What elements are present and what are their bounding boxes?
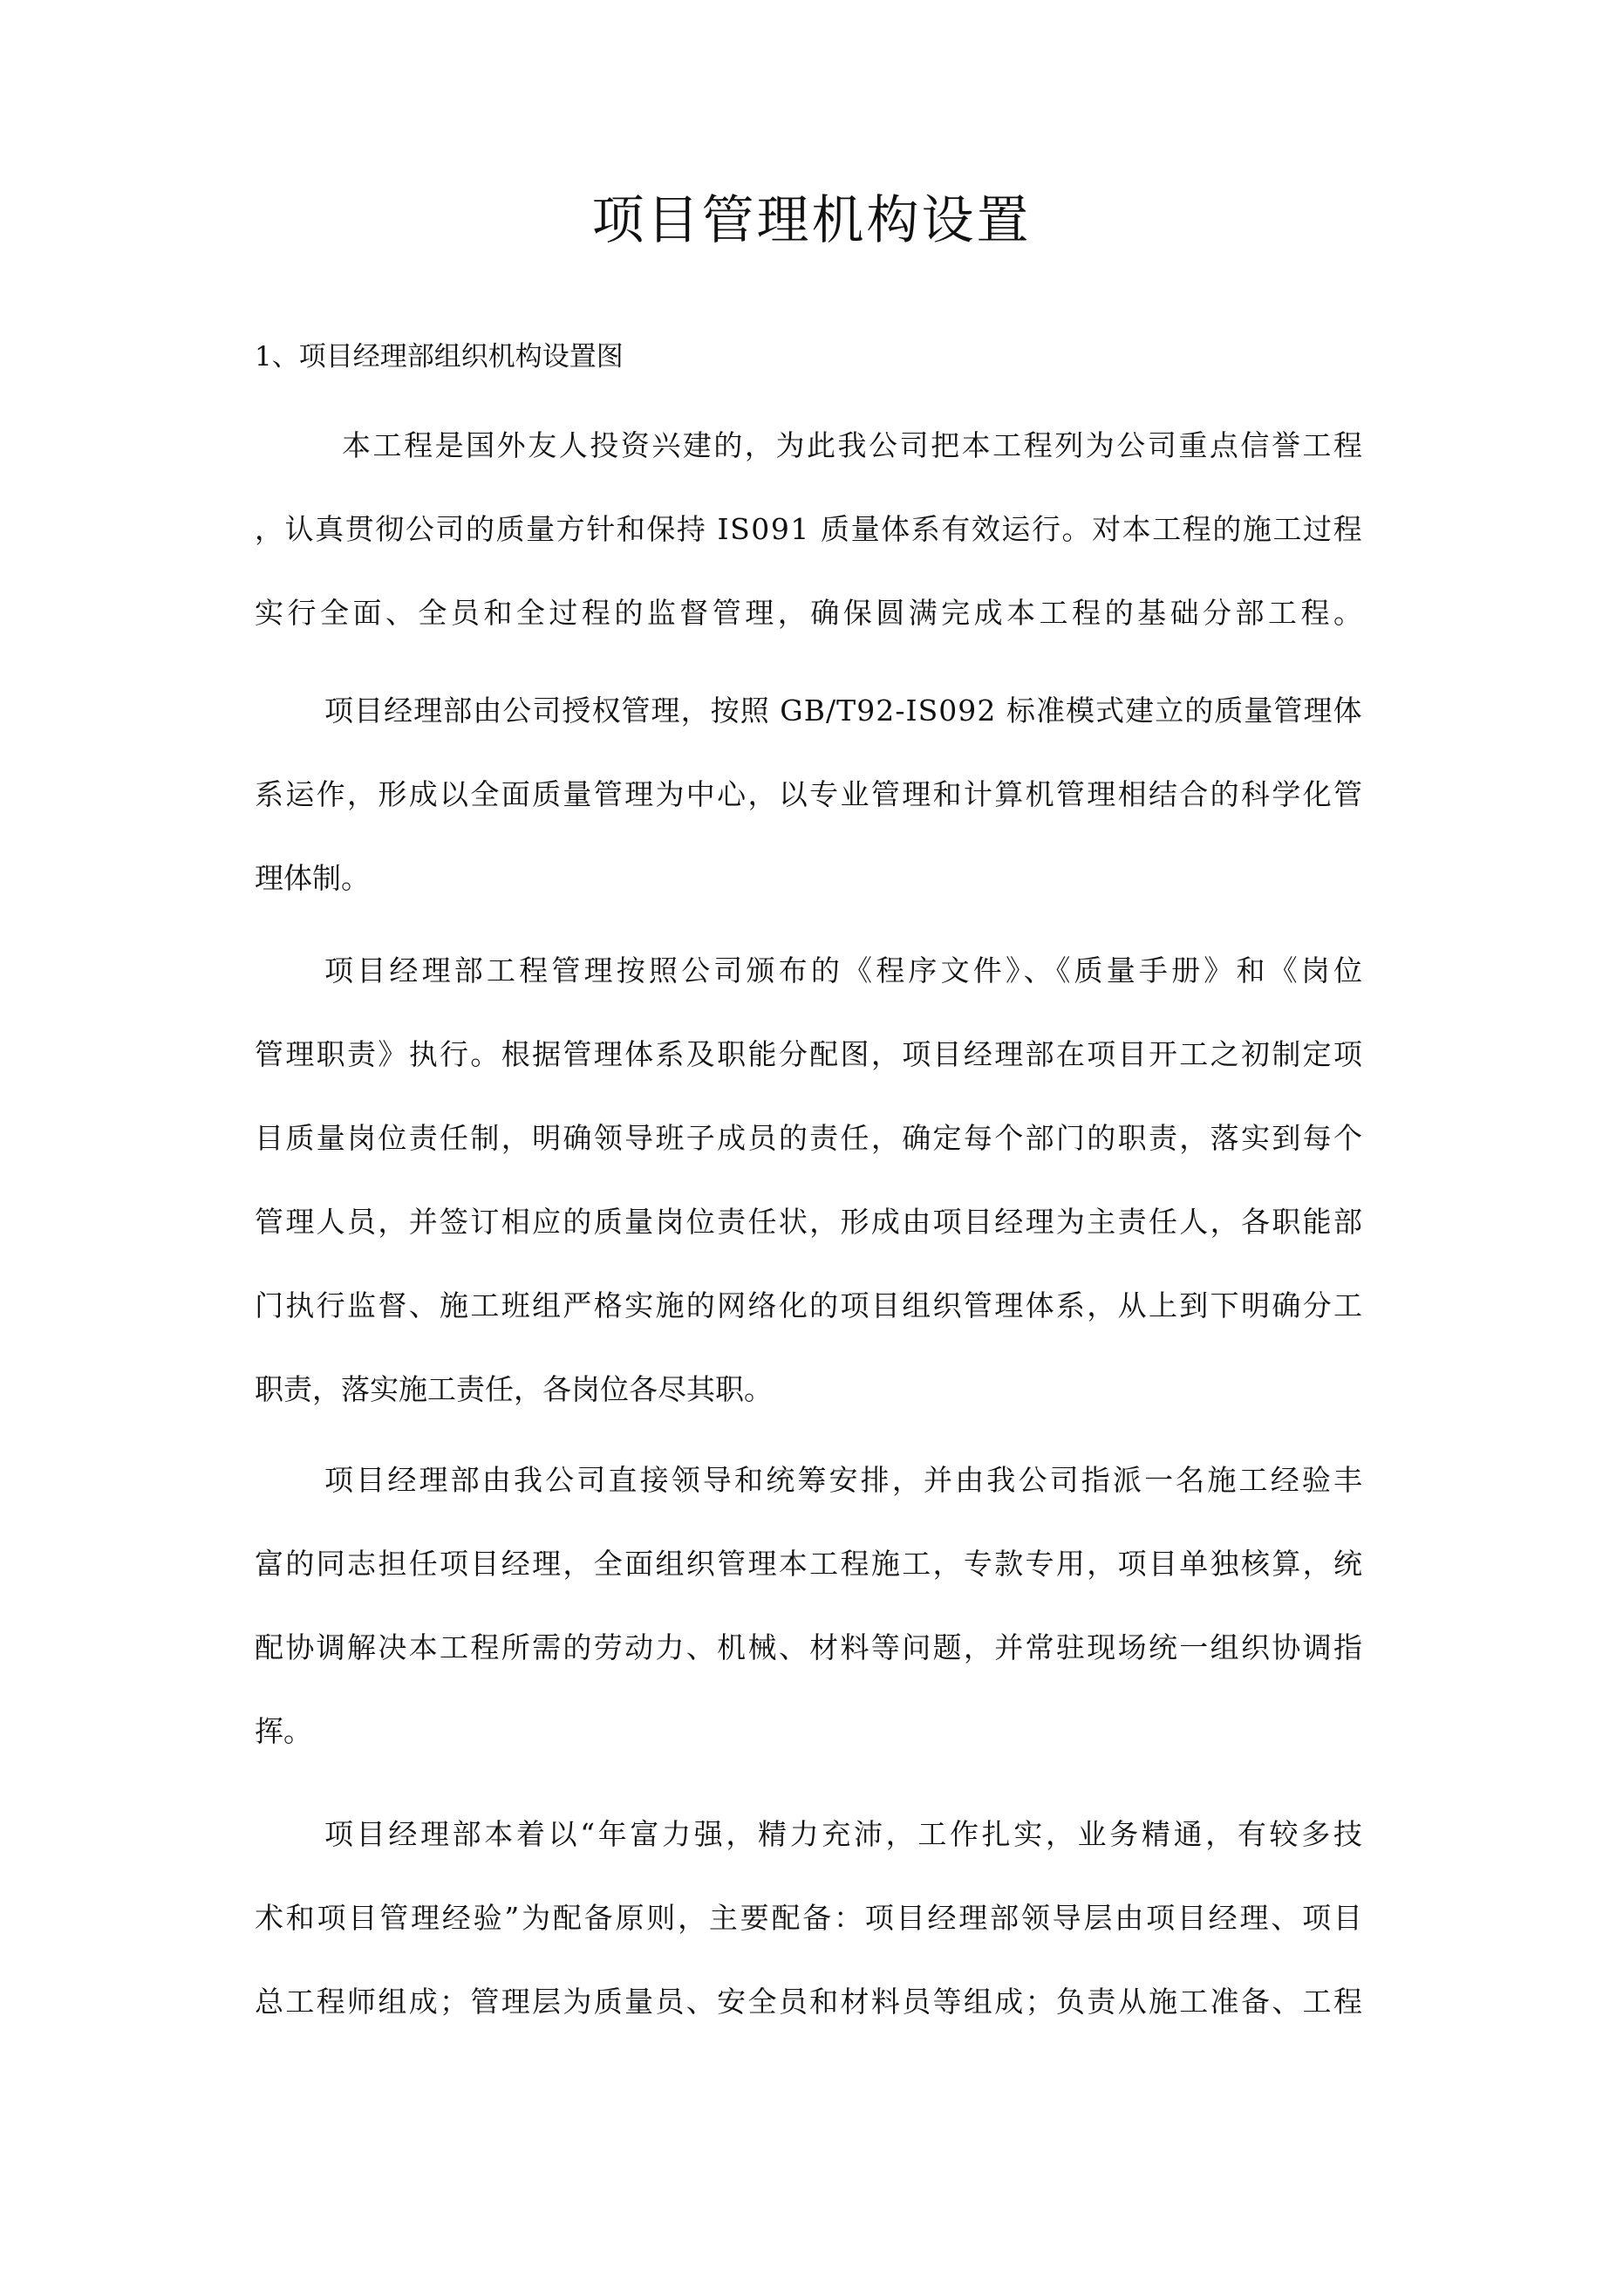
paragraph-4-line-2: 富的同志担任项目经理，全面组织管理本工程施工，专款专用，项目单独核算，统 bbox=[255, 1547, 1365, 1581]
paragraph-1-line-1: 本工程是国外友人投资兴建的，为此我公司把本工程列为公司重点信誉工程 bbox=[342, 428, 1365, 462]
section-heading: 1、项目经理部组织机构设置图 bbox=[255, 341, 624, 372]
paragraph-3-line-5: 门执行监督、施工班组严格实施的网络化的项目组织管理体系，从上到下明确分工 bbox=[255, 1288, 1365, 1322]
paragraph-2-line-2: 系运作，形成以全面质量管理为中心，以专业管理和计算机管理相结合的科学化管 bbox=[255, 777, 1365, 811]
paragraph-3-line-1: 项目经理部工程管理按照公司颁布的《程序文件》、《质量手册》和《岗位 bbox=[324, 953, 1367, 987]
page-title: 项目管理机构设置 bbox=[591, 190, 1032, 251]
paragraph-5-line-3: 总工程师组成；管理层为质量员、安全员和材料员等组成；负责从施工准备、工程 bbox=[255, 1985, 1365, 2019]
paragraph-4-line-3: 配协调解决本工程所需的劳动力、机械、材料等问题，并常驻现场统一组织协调指 bbox=[255, 1630, 1365, 1664]
paragraph-5-line-2: 术和项目管理经验”为配备原则，主要配备：项目经理部领导层由项目经理、项目 bbox=[255, 1901, 1365, 1935]
paragraph-3-line-6: 职责，落实施工责任，各岗位各尽其职。 bbox=[255, 1372, 773, 1406]
paragraph-2-line-3: 理体制。 bbox=[255, 861, 370, 895]
paragraph-3-line-3: 目质量岗位责任制，明确领导班子成员的责任，确定每个部门的职责，落实到每个 bbox=[255, 1121, 1365, 1155]
paragraph-5-line-1: 项目经理部本着以“年富力强，精力充沛，工作扎实，业务精通，有较多技 bbox=[324, 1817, 1366, 1851]
paragraph-3-line-4: 管理人员，并签订相应的质量岗位责任状，形成由项目经理为主责任人，各职能部 bbox=[255, 1205, 1365, 1239]
paragraph-4-line-1: 项目经理部由我公司直接领导和统筹安排，并由我公司指派一名施工经验丰 bbox=[324, 1463, 1366, 1497]
paragraph-4-line-4: 挥。 bbox=[255, 1714, 312, 1748]
paragraph-2-line-1: 项目经理部由公司授权管理，按照 GB/T92-IS092 标准模式建立的质量管理体 bbox=[324, 694, 1363, 728]
paragraph-1-line-2: ，认真贯彻公司的质量方针和保持 IS091 质量体系有效运行。对本工程的施工过程 bbox=[255, 512, 1364, 546]
paragraph-3-line-2: 管理职责》执行。根据管理体系及职能分配图，项目经理部在项目开工之初制定项 bbox=[255, 1037, 1365, 1071]
paragraph-1-line-3: 实行全面、全员和全过程的监督管理，确保圆满完成本工程的基础分部工程。 bbox=[255, 596, 1367, 630]
